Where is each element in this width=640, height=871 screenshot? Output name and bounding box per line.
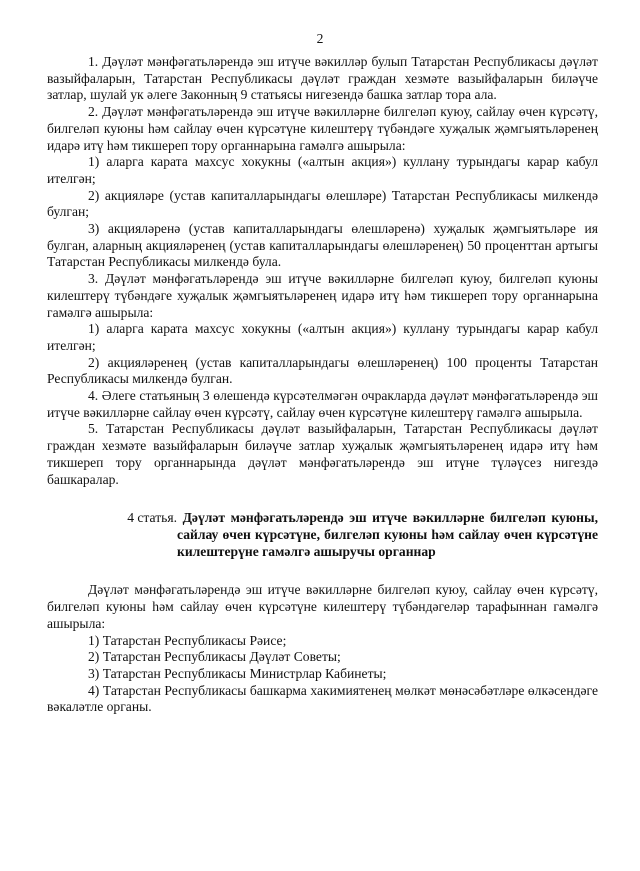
list-item: 3) Татарстан Республикасы Министрлар Кабинеты; xyxy=(88,665,387,681)
list-item: 1) аларга карата махсус хокукны («алтын акция») куллану турындагы карар кабул ителгән; xyxy=(47,154,598,186)
paragraph: 5. Татарстан Республикасы дәүләт вазыйфаларын, Татарстан Республикасы дәүләт граждан хезмәте вазыйфаларын биләүче затлар хуҗалык җәмгыятьләренең идарә итү һәм тикшереп тору органнарында дәүләт мәнфәгатьләрендә эш итүне түләүсез нигездә башкаралар. xyxy=(47,421,598,487)
list-item: 2) акцияләре (устав капиталларындагы өлешләре) Татарстан Республикасы милкендә булган; xyxy=(47,187,598,220)
list-item: 4) Татарстан Республикасы башкарма хакимиятенең мөлкәт мөнәсәбәтләре өлкәсендәге вәкаләтле органы. xyxy=(47,682,598,715)
article-title: Дәүләт мәнфәгатьләрендә эш итүче вәкилләрне билгеләп куюны, сайлау өчен күрсәтүне, билгеләп куюны һәм сайлау өчен күрсәтүне килештерүне гамәлгә ашыручы органнар xyxy=(177,510,598,559)
paragraph: 4. Әлеге статьяның 3 өлешендә күрсәтелмәгән очракларда дәүләт мәнфәгатьләрендә эш итүче вәкилләрне сайлау өчен күрсәтү, сайлау өчен күрсәтүне килештерү гамәлгә ашырыла. xyxy=(47,388,598,420)
list-item: 1) аларга карата махсус хокукны («алтын акция») куллану турындагы карар кабул ителгән; xyxy=(47,321,598,353)
paragraph: 3. Дәүләт мәнфәгатьләрендә эш итүче вәкилләрне билгеләп куюу, билгеләп куюны килештерү түбәндәге хуҗалык җәмгыятьләренең идарә итү һәм тикшереп тору органнарына гамәлгә ашырыла: xyxy=(47,271,598,320)
spacer xyxy=(47,560,598,582)
paragraph: 2. Дәүләт мәнфәгатьләрендә эш итүче вәкилләрне билгеләп куюу, сайлау өчен күрсәтү, билгеләп куюны һәм сайлау өчен күрсәтүне килештерү түбәндәге хуҗалык җәмгыятьләренең идарә итү һәм тикшереп тору органнарына гамәлгә ашырыла: xyxy=(47,104,598,153)
article-heading xyxy=(47,510,598,560)
list-item: 1) Татарстан Республикасы Рәисе; xyxy=(88,632,287,648)
paragraph: Дәүләт мәнфәгатьләрендә эш итүче вәкилләрне билгеләп куюу, сайлау өчен күрсәтү, билгеләп куюны һәм сайлау өчен күрсәтүне килештерү түбәндәгеләр тарафыннан гамәлгә ашырыла: xyxy=(47,582,598,631)
list-item: 3) акцияләренә (устав капиталларындагы өлешләренә) хуҗалык җәмгыятьләре ия булган, аларның акцияләренең (устав капиталларындагы өлешләренең) 50 проценттан артыгы Татарстан Республикасы милкендә була. xyxy=(47,221,598,270)
spacer xyxy=(47,488,598,510)
list-item: 2) акцияләренең (устав капиталларындагы өлешләренең) 100 проценты Татарстан Республикасы милкендә булган. xyxy=(47,354,598,387)
paragraph: 1. Дәүләт мәнфәгатьләрендә эш итүче вәкилләр булып Татарстан Республикасы дәүләт вазыйфаларын, Татарстан Республикасы дәүләт граждан хезмәте вазыйфаларын биләүче затлар, шулай ук әлеге Законның 9 статьясы нигезендә башка затлар тора ала. xyxy=(47,54,598,103)
page-number: 2 xyxy=(316,31,324,46)
article-label: 4 статья. xyxy=(127,510,177,526)
list-item: 2) Татарстан Республикасы Дәүләт Советы; xyxy=(88,649,341,665)
document-body xyxy=(47,54,598,716)
